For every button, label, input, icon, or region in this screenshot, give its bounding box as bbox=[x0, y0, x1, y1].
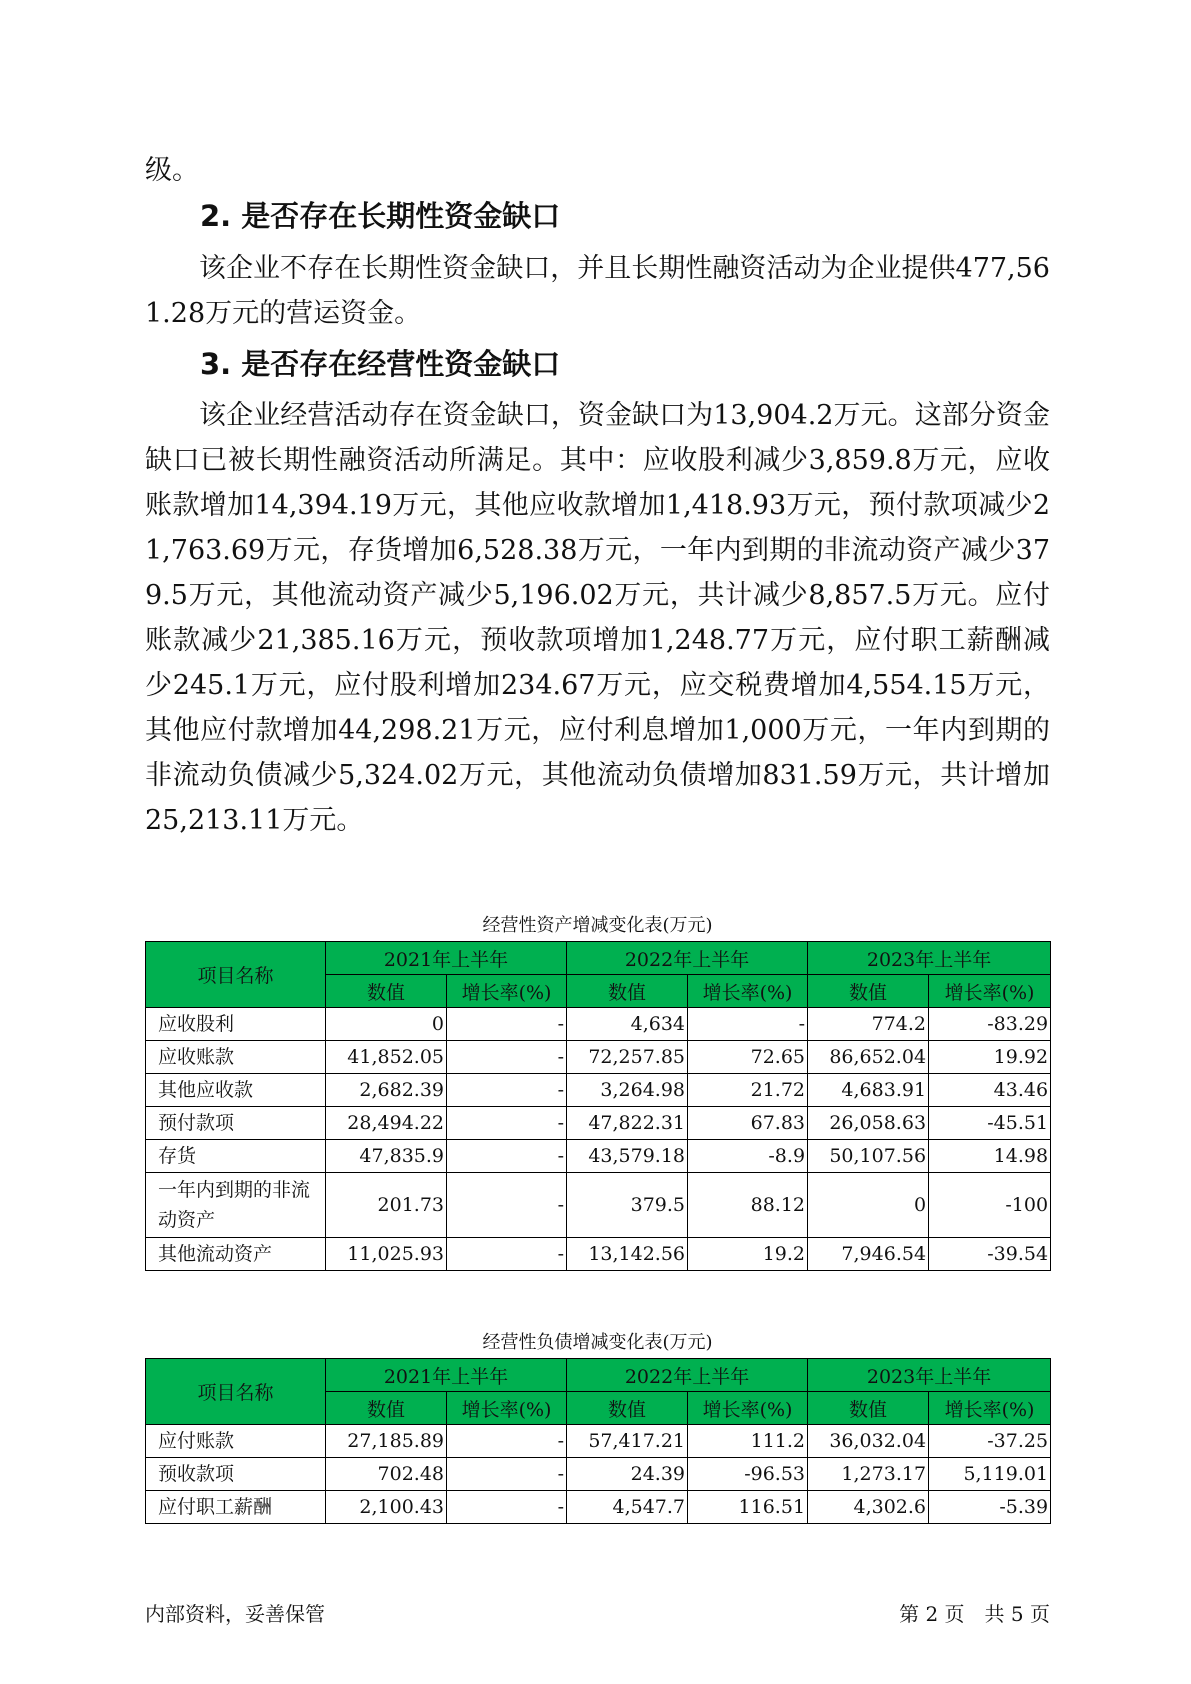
table-row bbox=[146, 1008, 1051, 1041]
value-2022: 57,417.21 bbox=[567, 1425, 688, 1458]
growth-2021: - bbox=[447, 1491, 567, 1524]
value-2023: 4,683.91 bbox=[808, 1074, 929, 1107]
header-period-2022: 2022年上半年 bbox=[567, 1359, 808, 1392]
table-row bbox=[146, 1107, 1051, 1140]
header-period-2023: 2023年上半年 bbox=[808, 1359, 1051, 1392]
value-2021: 27,185.89 bbox=[326, 1425, 447, 1458]
growth-2023: -83.29 bbox=[929, 1008, 1051, 1041]
growth-2021: - bbox=[447, 1140, 567, 1173]
value-2021: 41,852.05 bbox=[326, 1041, 447, 1074]
header-item-name: 项目名称 bbox=[146, 1359, 326, 1425]
value-2023: 86,652.04 bbox=[808, 1041, 929, 1074]
growth-2023: -5.39 bbox=[929, 1491, 1051, 1524]
value-2023: 774.2 bbox=[808, 1008, 929, 1041]
value-2022: 47,822.31 bbox=[567, 1107, 688, 1140]
header-value: 数值 bbox=[567, 975, 688, 1008]
row-name: 应收股利 bbox=[146, 1008, 326, 1041]
growth-2022: - bbox=[688, 1008, 808, 1041]
header-growth: 增长率(%) bbox=[447, 1392, 567, 1425]
growth-2021: - bbox=[447, 1074, 567, 1107]
header-growth: 增长率(%) bbox=[929, 975, 1051, 1008]
growth-2022: 21.72 bbox=[688, 1074, 808, 1107]
section-2-paragraph: 该企业不存在长期性资金缺口，并且长期性融资活动为企业提供477,561.28万元的营运资金。 bbox=[145, 253, 1050, 329]
header-item-name: 项目名称 bbox=[146, 942, 326, 1008]
liabilities-table-caption: 经营性负债增减变化表(万元) bbox=[482, 1332, 713, 1353]
value-2021: 28,494.22 bbox=[326, 1107, 447, 1140]
header-growth: 增长率(%) bbox=[688, 975, 808, 1008]
value-2023: 7,946.54 bbox=[808, 1238, 929, 1271]
table-row bbox=[146, 1425, 1051, 1458]
growth-2023: -39.54 bbox=[929, 1238, 1051, 1271]
section-3-paragraph: 该企业经营活动存在资金缺口，资金缺口为13,904.2万元。这部分资金缺口已被长期性融资活动所满足。其中：应收股利减少3,859.8万元，应收账款增加14,394.19万元，其他应收款增加1,418.93万元，预付款项减少21,763.69万元，存货增加6,528.38万元，一年内到期的非流动资产减少379.5万元，其他流动资产减少5,196.02万元，共计减少8,857.5万元。应付账款减少21,385.16万元，预收款项增加1,248.77万元，应付职工薪酬减少245.1万元，应付股利增加234.67万元，应交税费增加4,554.15万元，其他应付款增加44,298.21万元，应付利息增加1,000万元，一年内到期的非流动负债减少5,324.02万元，其他流动负债增加831.59万元，共计增加25,213.11万元。 bbox=[145, 400, 1050, 836]
table-row bbox=[146, 1140, 1051, 1173]
row-name: 应付账款 bbox=[146, 1425, 326, 1458]
value-2022: 379.5 bbox=[567, 1173, 688, 1238]
header-growth: 增长率(%) bbox=[688, 1392, 808, 1425]
value-2021: 11,025.93 bbox=[326, 1238, 447, 1271]
value-2023: 4,302.6 bbox=[808, 1491, 929, 1524]
table-row bbox=[146, 1074, 1051, 1107]
growth-2023: 5,119.01 bbox=[929, 1458, 1051, 1491]
section-heading-2: 2. 是否存在长期性资金缺口 bbox=[200, 199, 561, 233]
value-2022: 24.39 bbox=[567, 1458, 688, 1491]
growth-2022: 72.65 bbox=[688, 1041, 808, 1074]
header-period-2021: 2021年上半年 bbox=[326, 942, 567, 975]
table-row bbox=[146, 1491, 1051, 1524]
header-growth: 增长率(%) bbox=[447, 975, 567, 1008]
value-2021: 2,682.39 bbox=[326, 1074, 447, 1107]
value-2022: 72,257.85 bbox=[567, 1041, 688, 1074]
growth-2023: 43.46 bbox=[929, 1074, 1051, 1107]
table-row bbox=[146, 1041, 1051, 1074]
growth-2022: 88.12 bbox=[688, 1173, 808, 1238]
value-2022: 3,264.98 bbox=[567, 1074, 688, 1107]
row-name: 一年内到期的非流动资产 bbox=[146, 1173, 326, 1238]
row-name: 其他应收款 bbox=[146, 1074, 326, 1107]
row-name: 其他流动资产 bbox=[146, 1238, 326, 1271]
assets-table bbox=[145, 941, 1051, 1271]
assets-table-caption: 经营性资产增减变化表(万元) bbox=[482, 915, 713, 936]
header-value: 数值 bbox=[567, 1392, 688, 1425]
growth-2023: -45.51 bbox=[929, 1107, 1051, 1140]
growth-2021: - bbox=[447, 1107, 567, 1140]
growth-2023: -100 bbox=[929, 1173, 1051, 1238]
value-2021: 702.48 bbox=[326, 1458, 447, 1491]
growth-2022: -8.9 bbox=[688, 1140, 808, 1173]
liabilities-table bbox=[145, 1358, 1051, 1524]
value-2021: 47,835.9 bbox=[326, 1140, 447, 1173]
footer-page-number: 第 2 页 共 5 页 bbox=[899, 1602, 1050, 1626]
header-value: 数值 bbox=[808, 975, 929, 1008]
paragraph-tail: 级。 bbox=[145, 155, 199, 186]
value-2023: 1,273.17 bbox=[808, 1458, 929, 1491]
growth-2022: 116.51 bbox=[688, 1491, 808, 1524]
growth-2023: -37.25 bbox=[929, 1425, 1051, 1458]
value-2023: 0 bbox=[808, 1173, 929, 1238]
row-name: 存货 bbox=[146, 1140, 326, 1173]
growth-2022: 67.83 bbox=[688, 1107, 808, 1140]
growth-2021: - bbox=[447, 1173, 567, 1238]
value-2023: 36,032.04 bbox=[808, 1425, 929, 1458]
header-period-2023: 2023年上半年 bbox=[808, 942, 1051, 975]
growth-2021: - bbox=[447, 1458, 567, 1491]
header-period-2022: 2022年上半年 bbox=[567, 942, 808, 975]
value-2021: 2,100.43 bbox=[326, 1491, 447, 1524]
value-2022: 43,579.18 bbox=[567, 1140, 688, 1173]
table-row bbox=[146, 1238, 1051, 1271]
growth-2023: 19.92 bbox=[929, 1041, 1051, 1074]
row-name: 应付职工薪酬 bbox=[146, 1491, 326, 1524]
header-growth: 增长率(%) bbox=[929, 1392, 1051, 1425]
growth-2022: 111.2 bbox=[688, 1425, 808, 1458]
value-2021: 0 bbox=[326, 1008, 447, 1041]
row-name: 应收账款 bbox=[146, 1041, 326, 1074]
value-2023: 50,107.56 bbox=[808, 1140, 929, 1173]
growth-2022: -96.53 bbox=[688, 1458, 808, 1491]
table-row bbox=[146, 1458, 1051, 1491]
row-name: 预收款项 bbox=[146, 1458, 326, 1491]
header-value: 数值 bbox=[326, 975, 447, 1008]
header-value: 数值 bbox=[808, 1392, 929, 1425]
value-2021: 201.73 bbox=[326, 1173, 447, 1238]
growth-2021: - bbox=[447, 1425, 567, 1458]
growth-2022: 19.2 bbox=[688, 1238, 808, 1271]
value-2023: 26,058.63 bbox=[808, 1107, 929, 1140]
growth-2021: - bbox=[447, 1238, 567, 1271]
footer-confidential-note: 内部资料，妥善保管 bbox=[145, 1602, 325, 1626]
value-2022: 4,634 bbox=[567, 1008, 688, 1041]
growth-2021: - bbox=[447, 1008, 567, 1041]
value-2022: 4,547.7 bbox=[567, 1491, 688, 1524]
growth-2021: - bbox=[447, 1041, 567, 1074]
row-name: 预付款项 bbox=[146, 1107, 326, 1140]
header-value: 数值 bbox=[326, 1392, 447, 1425]
value-2022: 13,142.56 bbox=[567, 1238, 688, 1271]
table-row bbox=[146, 1173, 1051, 1238]
growth-2023: 14.98 bbox=[929, 1140, 1051, 1173]
section-heading-3: 3. 是否存在经营性资金缺口 bbox=[200, 347, 561, 381]
header-period-2021: 2021年上半年 bbox=[326, 1359, 567, 1392]
